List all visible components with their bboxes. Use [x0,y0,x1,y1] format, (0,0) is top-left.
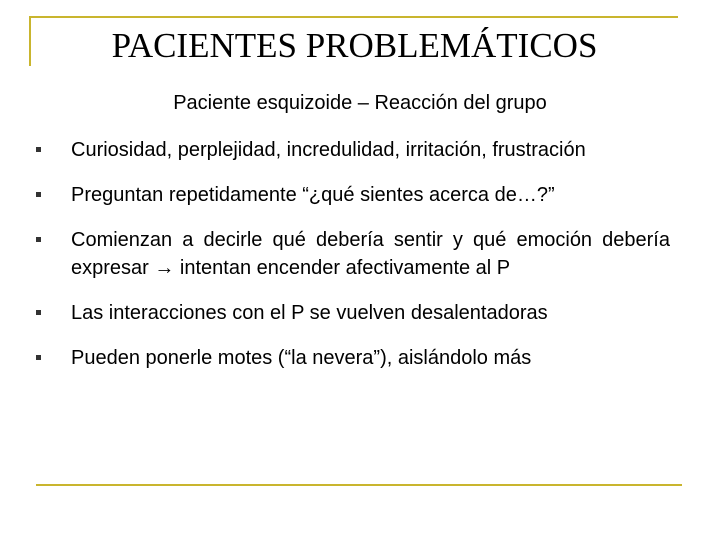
bullet-text: Pueden ponerle motes (“la nevera”), aislándolo más [71,347,532,369]
square-bullet-icon [36,147,41,152]
bullet-text: Preguntan repetidamente “¿qué sientes acerca de…?” [71,184,555,206]
square-bullet-icon [36,355,41,360]
bullet-item [36,181,670,209]
bullet-text: Curiosidad, perplejidad, incredulidad, irritación, frustración [71,139,586,161]
frame-bottom-rule [36,484,682,486]
bullet-text: Las interacciones con el P se vuelven desalentadoras [71,302,548,324]
frame-top-rule [29,16,678,18]
square-bullet-icon [36,192,41,197]
bullet-text: Comienzan a decirle qué debería sentir y qué emoción debería expresar → intentan encender afectivamente al P [71,229,670,279]
bullet-list [36,136,670,389]
bullet-item [36,344,670,372]
square-bullet-icon [36,310,41,315]
slide-title: PACIENTES PROBLEMÁTICOS [111,26,598,65]
bullet-item [36,226,670,282]
square-bullet-icon [36,237,41,242]
bullet-item [36,299,670,327]
bullet-item [36,136,670,164]
slide-subtitle: Paciente esquizoide – Reacción del grupo [173,92,547,114]
